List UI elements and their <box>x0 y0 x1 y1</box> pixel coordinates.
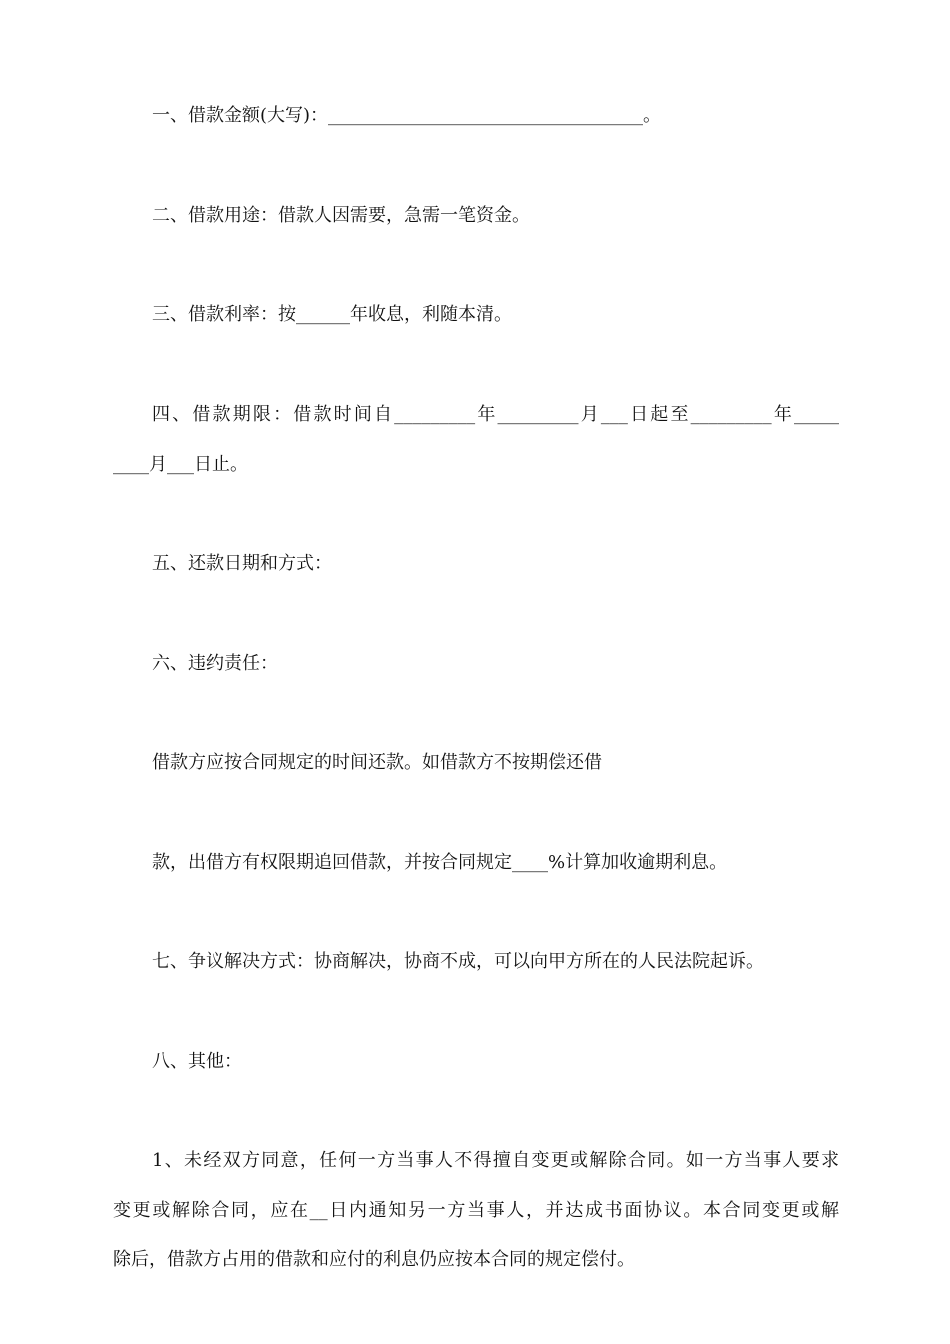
clause-2-loan-purpose: 二、借款用途：借款人因需要，急需一笔资金。 <box>152 205 530 226</box>
clause-8-other-heading: 八、其他： <box>152 1051 242 1072</box>
clause-8-item-1-line-2: 变更或解除合同，应在__日内通知另一方当事人，并达成书面协议。本合同变更或解 <box>113 1200 839 1221</box>
clause-6-liability-text: 借款方应按合同规定的时间还款。如借款方不按期偿还借 <box>152 752 602 773</box>
clause-8-item-1-line-1: 1、未经双方同意，任何一方当事人不得擅自变更或解除合同。如一方当事人要求 <box>152 1150 839 1171</box>
clause-1-loan-amount: 一、借款金额(大写)：___________________________________。 <box>152 105 662 126</box>
clause-6-liability-heading: 六、违约责任： <box>152 653 278 674</box>
clause-8-item-1-line-3: 除后，借款方占用的借款和应付的利息仍应按本合同的规定偿付。 <box>113 1249 635 1270</box>
clause-6-liability-text-continued: 款，出借方有权限期追回借款，并按合同规定____%计算加收逾期利息。 <box>152 852 728 873</box>
clause-4-loan-term: 四、借款期限：借款时间自_________年_________月___日起至_________年_____ <box>152 404 839 425</box>
clause-3-interest-rate: 三、借款利率：按______年收息，利随本清。 <box>152 304 512 325</box>
clause-5-repayment: 五、还款日期和方式： <box>152 553 332 574</box>
clause-7-dispute-resolution: 七、争议解决方式：协商解决，协商不成，可以向甲方所在的人民法院起诉。 <box>152 951 764 972</box>
clause-4-loan-term-continued: ____月___日止。 <box>113 454 248 475</box>
